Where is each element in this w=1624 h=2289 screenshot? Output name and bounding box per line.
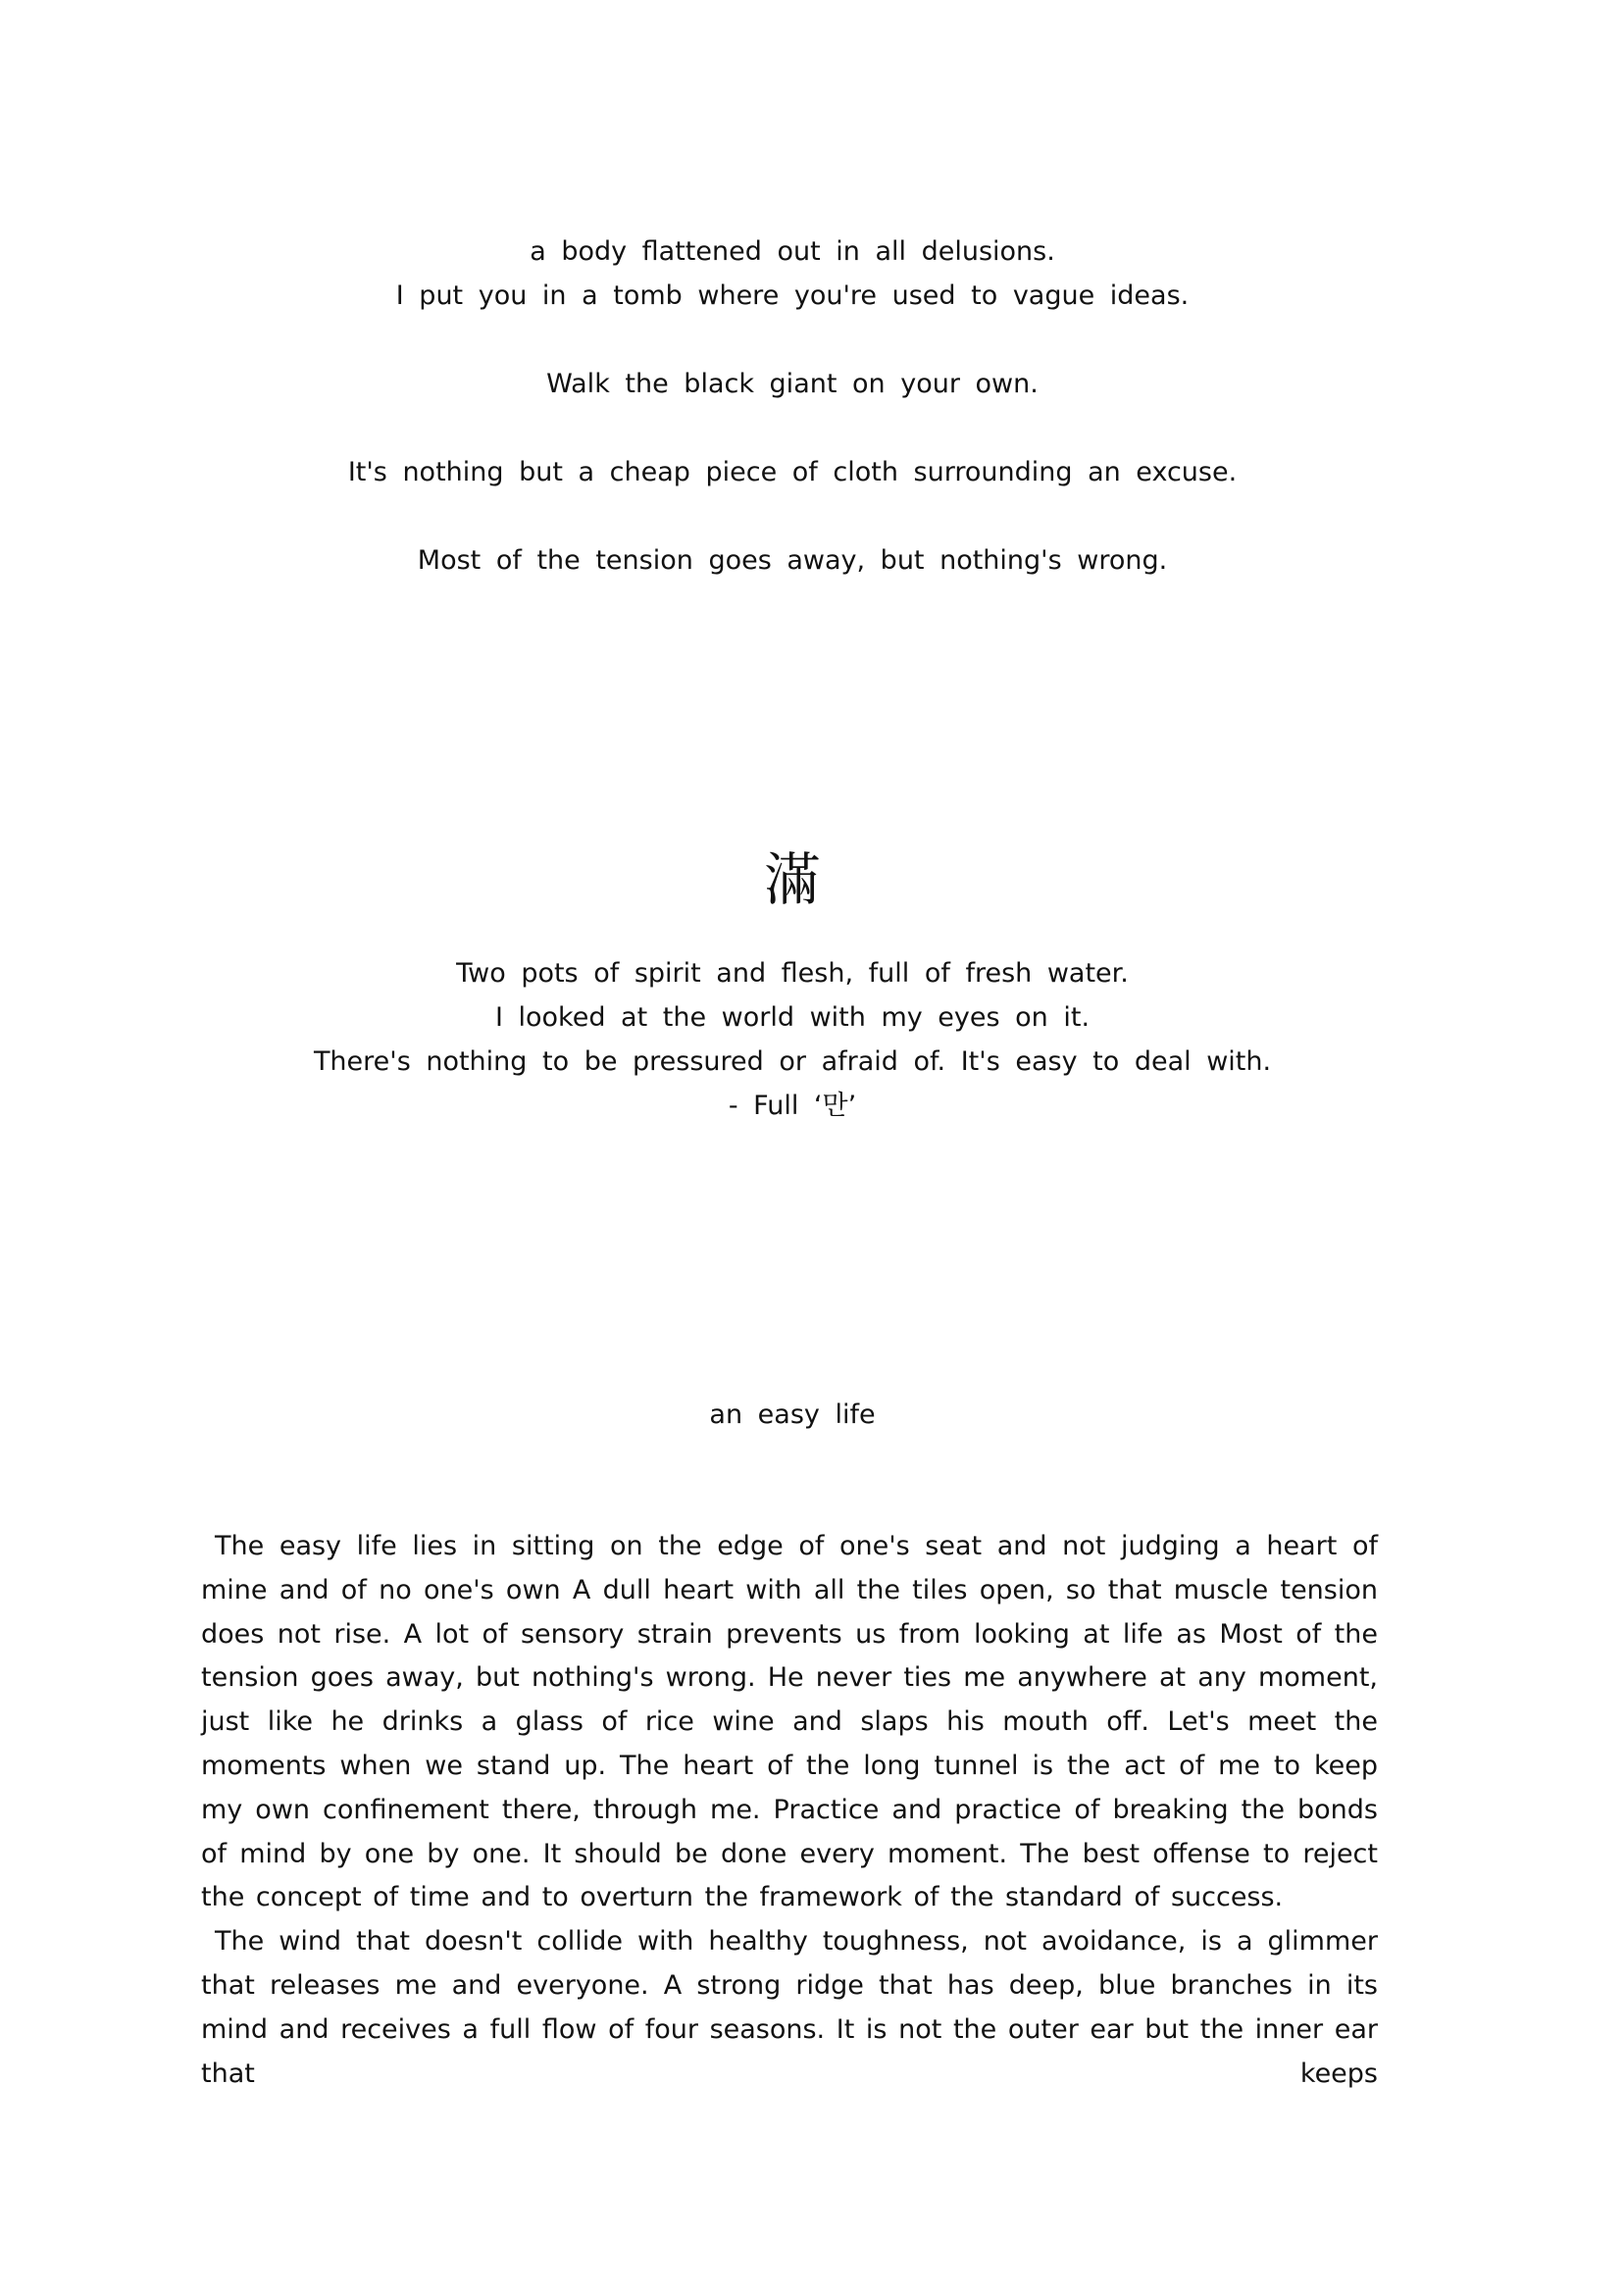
poem-stanza-top: [0, 229, 1585, 583]
stanza-line: Two pots of spirit and flesh, full of fresh water.: [456, 958, 1129, 989]
hanja-heading: 滿: [763, 846, 821, 913]
essay-paragraph: The wind that doesn't collide with healthy toughness, not avoidance, is a glimmer that releases me and everyone. A strong ridge that has deep, blue branches in its mind and receives a full flow of four seasons. It is not the outer ear but the inner ear that keeps: [201, 1926, 1378, 2089]
stanza-line: There's nothing to be pressured or afraid of. It's easy to deal with.: [313, 1046, 1272, 1077]
poem-line: Walk the black giant on your own.: [546, 369, 1039, 399]
essay-title: an easy life: [709, 1399, 876, 1430]
poem-line: It's nothing but a cheap piece of cloth surrounding an excuse.: [347, 457, 1238, 487]
poem-line: a body flattened out in all delusions.: [530, 236, 1055, 267]
poem-line: Most of the tension goes away, but nothing's wrong.: [417, 545, 1168, 576]
poem-line: I put you in a tomb where you're used to vague ideas.: [395, 280, 1190, 311]
stanza-line: I looked at the world with my eyes on it.: [494, 1002, 1091, 1033]
full-stanza: [0, 951, 1585, 1128]
essay-body: [201, 1525, 1378, 2096]
stanza-attribution: - Full ‘만’: [728, 1091, 857, 1121]
essay-paragraph: The easy life lies in sitting on the edge of one's seat and not judging a heart of mine and of no one's own A dull heart with all the tiles open, so that muscle tension does not rise. A lot of sensory strain prevents us from looking at life as Most of the tension goes away, but nothing's wrong. He never ties me anywhere at any moment, just like he drinks a glass of rice wine and slaps his mouth off. Let's meet the moments when we stand up. The heart of the long tunnel is the act of me to keep my own confinement there, through me. Practice and practice of breaking the bonds of mind by one by one. It should be done every moment. The best offense to reject the concept of time and to overturn the framework of the standard of success.: [201, 1531, 1378, 1913]
